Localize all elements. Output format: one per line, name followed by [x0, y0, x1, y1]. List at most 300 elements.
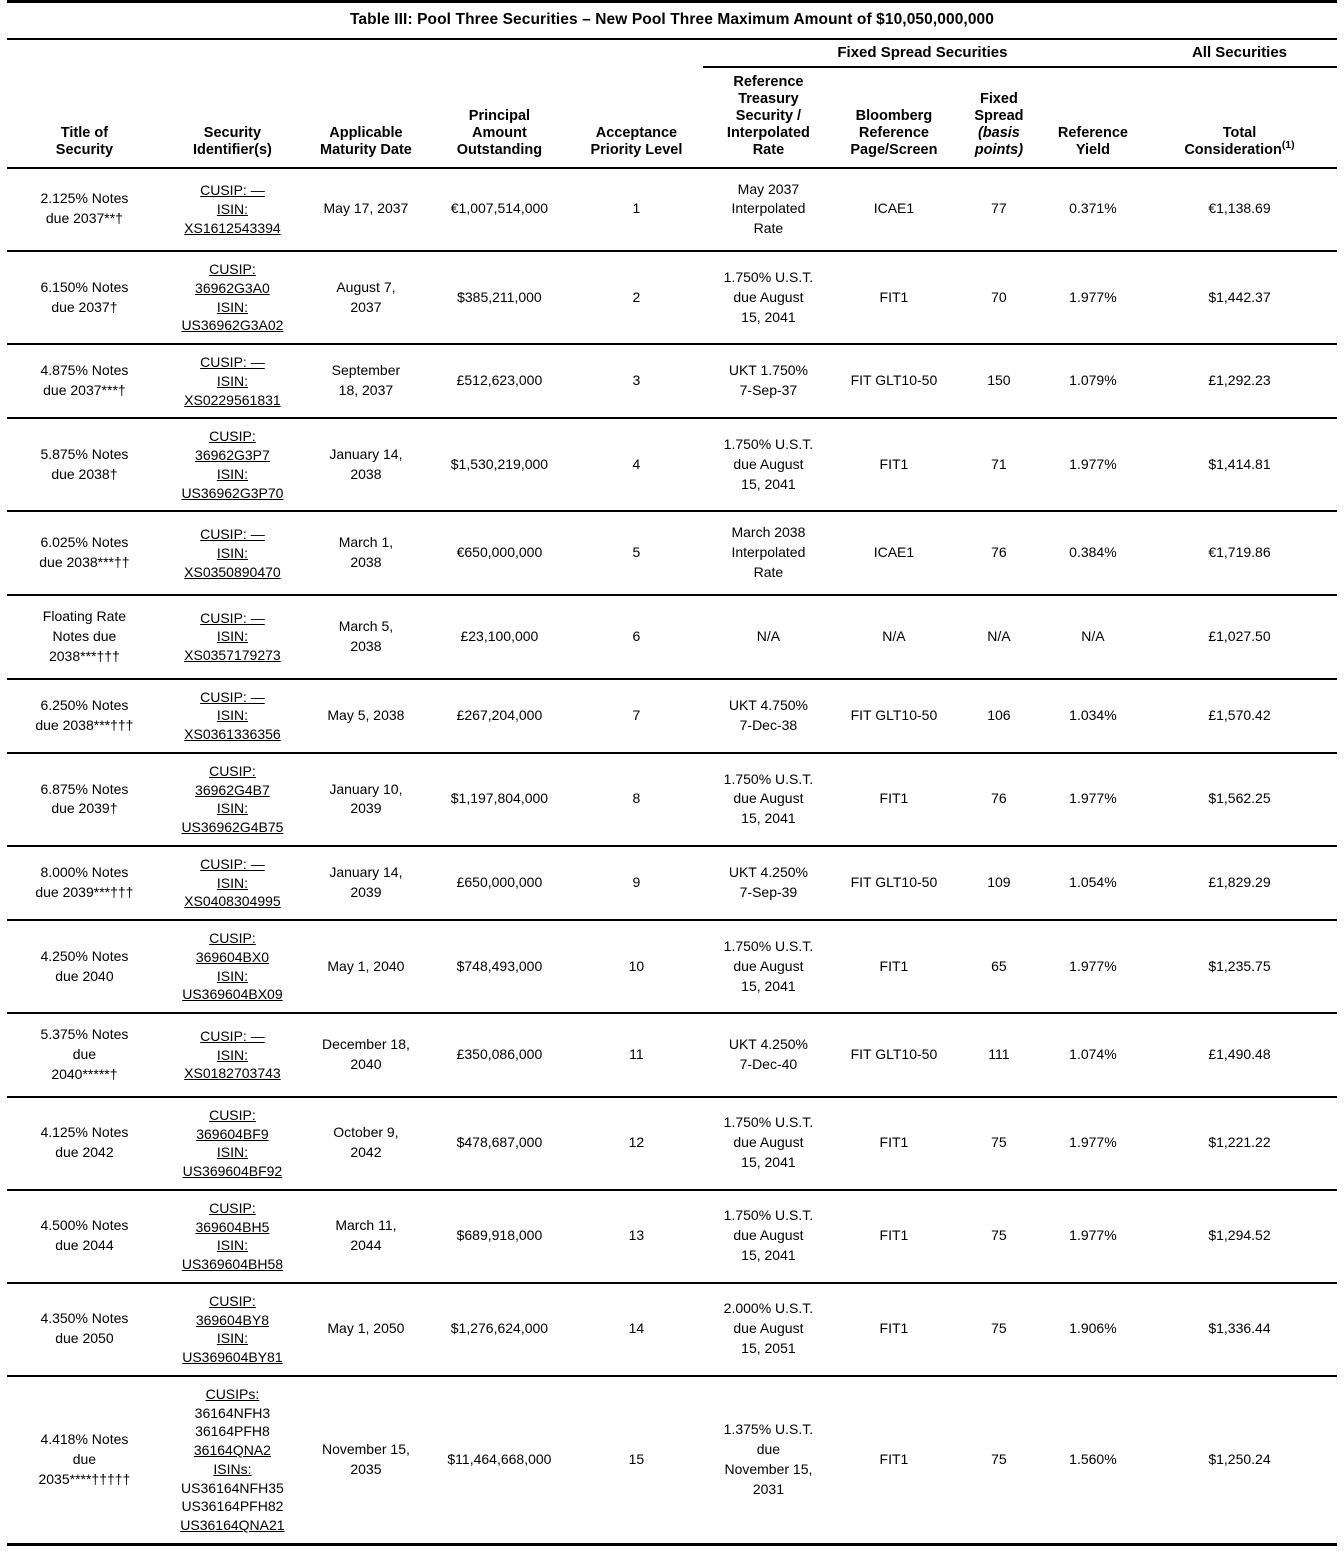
cell-applicable-maturity-date — [303, 595, 429, 679]
cusip-label: CUSIP: — [209, 428, 256, 445]
security-title-footnote-marks: ***††† — [80, 647, 120, 664]
reference-treasury-line1: March 2038 — [731, 524, 806, 541]
table-row — [7, 920, 1337, 1013]
cell-reference-yield: 1.034% — [1044, 679, 1142, 753]
maturity-date-line2: 2035 — [350, 1460, 382, 1477]
table-row — [7, 1376, 1337, 1545]
cell-bloomberg-reference-page: FIT1 — [834, 251, 954, 344]
reference-treasury-line2: Interpolated — [731, 544, 806, 561]
security-title-line2: due 2038***†† — [39, 554, 130, 571]
reference-treasury-line2: due August — [733, 957, 804, 974]
maturity-date-line2: 18, 2037 — [338, 382, 394, 399]
cell-fixed-spread: 106 — [954, 679, 1044, 753]
cell-fixed-spread: 75 — [954, 1190, 1044, 1283]
reference-treasury-line2: due August — [733, 790, 804, 807]
security-title-line1: 4.500% Notes — [40, 1217, 129, 1234]
cusip-value: 369604BX0 — [195, 948, 270, 965]
cell-reference-treasury-security — [703, 1097, 834, 1190]
isin-label: ISIN: — [216, 967, 248, 984]
reference-treasury-line1: UKT 1.750% — [728, 362, 808, 379]
security-title-line1: 6.875% Notes — [40, 780, 129, 797]
cell-principal-amount-outstanding: $385,211,000 — [429, 251, 570, 344]
isin-label: ISIN: — [216, 628, 248, 645]
group-header-fixed-spread-securities: Fixed Spread Securities — [703, 39, 1142, 67]
cell-security-identifiers — [162, 251, 303, 344]
table-row — [7, 1283, 1337, 1376]
security-title-footnote-marks: **† — [104, 210, 123, 227]
column-header-reference-treasury-security — [703, 67, 834, 168]
cell-reference-treasury-security — [703, 344, 834, 418]
col-total-line2: Consideration — [1184, 142, 1282, 159]
cell-security-identifiers — [162, 753, 303, 846]
reference-treasury-line1: 1.750% U.S.T. — [723, 937, 814, 954]
cell-fixed-spread: 71 — [954, 418, 1044, 511]
isin-label: ISINs: — [213, 1460, 252, 1477]
col-spread-line4: points) — [974, 142, 1024, 159]
maturity-date-line2: 2039 — [350, 800, 382, 817]
cell-bloomberg-reference-page: ICAE1 — [834, 168, 954, 252]
isin-value: XS0408304995 — [184, 893, 281, 910]
isin-value: US369604BX09 — [182, 986, 283, 1003]
column-header-acceptance-priority-level — [570, 67, 703, 168]
cell-reference-treasury-security — [703, 1190, 834, 1283]
cell-reference-yield: 1.977% — [1044, 1097, 1142, 1190]
cell-total-consideration: €1,719.86 — [1142, 511, 1337, 595]
security-title-line2: due 2037**† — [45, 210, 123, 227]
cell-total-consideration: $1,235.75 — [1142, 920, 1337, 1013]
cell-fixed-spread: 75 — [954, 1376, 1044, 1545]
cell-reference-yield: 1.074% — [1044, 1013, 1142, 1097]
cell-bloomberg-reference-page: FIT GLT10-50 — [834, 1013, 954, 1097]
cell-acceptance-priority-level: 2 — [570, 251, 703, 344]
col-reftreas-line2: Treasury — [738, 91, 799, 108]
col-maturity-line1: Applicable — [329, 125, 403, 142]
cell-principal-amount-outstanding: £650,000,000 — [429, 846, 570, 920]
col-bloomberg-line3: Page/Screen — [850, 142, 938, 159]
cell-applicable-maturity-date — [303, 753, 429, 846]
maturity-date-line1: August 7, — [336, 278, 396, 295]
col-spread-line3: (basis — [977, 125, 1020, 142]
reference-treasury-line1: UKT 4.250% — [728, 1036, 808, 1053]
security-title-footnote-marks: ***† — [101, 382, 126, 399]
cell-reference-treasury-security — [703, 595, 834, 679]
maturity-date-line2: 2040 — [350, 1055, 382, 1072]
cell-acceptance-priority-level: 15 — [570, 1376, 703, 1545]
isin-value: XS1612543394 — [184, 219, 281, 236]
security-title-footnote-marks: † — [109, 465, 118, 482]
security-title-line2: due 2038† — [51, 465, 118, 482]
table-row — [7, 1190, 1337, 1283]
col-spread-line2: Spread — [974, 108, 1024, 125]
reference-treasury-line1: 1.750% U.S.T. — [723, 1207, 814, 1224]
cell-total-consideration: $1,414.81 — [1142, 418, 1337, 511]
col-total-footnote-marker: (1) — [1281, 139, 1295, 152]
cell-acceptance-priority-level: 13 — [570, 1190, 703, 1283]
reference-treasury-line4: 2031 — [752, 1480, 784, 1497]
cell-title-of-security — [7, 344, 162, 418]
cusip-label: CUSIP: — [209, 930, 256, 947]
cell-reference-treasury-security — [703, 251, 834, 344]
security-title-line3: 2038***††† — [48, 647, 120, 664]
cell-acceptance-priority-level: 12 — [570, 1097, 703, 1190]
isin-value: US36962G4B75 — [181, 819, 284, 836]
cell-reference-yield: 1.906% — [1044, 1283, 1142, 1376]
reference-treasury-line1: 1.375% U.S.T. — [723, 1421, 814, 1438]
pool-three-securities-table — [7, 0, 1337, 1546]
cell-title-of-security — [7, 1097, 162, 1190]
reference-treasury-line3: 15, 2041 — [741, 810, 796, 827]
cusip-value: 36962G3P7 — [195, 447, 270, 464]
cell-principal-amount-outstanding: £350,086,000 — [429, 1013, 570, 1097]
col-reftreas-line1: Reference — [733, 74, 804, 90]
reference-treasury-line3: Rate — [753, 220, 784, 237]
cell-acceptance-priority-level: 14 — [570, 1283, 703, 1376]
cusip-label: CUSIP: — [209, 261, 256, 278]
reference-treasury-line2: due August — [733, 1320, 804, 1337]
isin-label: ISIN: — [216, 200, 248, 217]
security-title-line1: 4.125% Notes — [40, 1124, 129, 1141]
reference-treasury-line2: due August — [733, 455, 804, 472]
security-title-line1: 2.125% Notes — [40, 190, 129, 207]
cell-reference-treasury-security — [703, 1283, 834, 1376]
cusip-label: CUSIP: — — [200, 688, 265, 705]
cell-principal-amount-outstanding: $1,197,804,000 — [429, 753, 570, 846]
cell-total-consideration: £1,829.29 — [1142, 846, 1337, 920]
cell-total-consideration: £1,292.23 — [1142, 344, 1337, 418]
cell-applicable-maturity-date — [303, 1097, 429, 1190]
security-title-line1: 5.375% Notes — [40, 1026, 129, 1043]
security-title-line2: due 2039***††† — [35, 884, 134, 901]
group-header-spacer — [7, 39, 703, 67]
cell-reference-yield: 1.977% — [1044, 920, 1142, 1013]
maturity-date-line1: September — [331, 362, 401, 379]
security-title-footnote-marks: † — [109, 298, 118, 315]
maturity-date-line2: 2038 — [350, 637, 382, 654]
cell-security-identifiers — [162, 846, 303, 920]
isin-value: XS0229561831 — [184, 391, 281, 408]
cell-reference-treasury-security — [703, 418, 834, 511]
cell-acceptance-priority-level: 3 — [570, 344, 703, 418]
cell-applicable-maturity-date — [303, 1283, 429, 1376]
cusip-label: CUSIP: — — [200, 1027, 265, 1044]
table-row — [7, 846, 1337, 920]
security-title-line3: 2040*****† — [51, 1065, 118, 1082]
reference-treasury-line2: due — [756, 1440, 781, 1457]
cell-reference-treasury-security — [703, 920, 834, 1013]
group-header-all-securities: All Securities — [1142, 39, 1337, 67]
isin-label: ISIN: — [216, 1330, 248, 1347]
cell-bloomberg-reference-page: FIT1 — [834, 1376, 954, 1545]
reference-treasury-line2: Interpolated — [731, 200, 806, 217]
cell-principal-amount-outstanding: $478,687,000 — [429, 1097, 570, 1190]
maturity-date-line1: March 11, — [335, 1217, 397, 1234]
maturity-date-line2: 2039 — [350, 884, 382, 901]
cell-total-consideration: £1,570.42 — [1142, 679, 1337, 753]
cell-fixed-spread: 75 — [954, 1283, 1044, 1376]
cell-total-consideration: £1,490.48 — [1142, 1013, 1337, 1097]
cusip-value: 36164NFH3 — [194, 1404, 271, 1421]
cell-acceptance-priority-level: 7 — [570, 679, 703, 753]
cell-principal-amount-outstanding: €1,007,514,000 — [429, 168, 570, 252]
security-title-line1: 6.025% Notes — [40, 534, 129, 551]
cell-bloomberg-reference-page: ICAE1 — [834, 511, 954, 595]
security-title-line2: due 2042 — [55, 1144, 114, 1161]
cell-fixed-spread: 76 — [954, 753, 1044, 846]
cusip-value: 369604BY8 — [195, 1311, 270, 1328]
col-reftreas-line4: Interpolated — [726, 125, 810, 142]
cell-security-identifiers — [162, 511, 303, 595]
cell-security-identifiers — [162, 1283, 303, 1376]
cell-reference-yield: 1.054% — [1044, 846, 1142, 920]
cell-reference-treasury-security — [703, 1376, 834, 1545]
reference-treasury-line3: 15, 2041 — [741, 1247, 796, 1264]
col-priority-line2: Priority Level — [590, 142, 683, 159]
cusip-label: CUSIP: — — [200, 609, 265, 626]
reference-treasury-line3: 15, 2041 — [741, 1154, 796, 1171]
column-header-bloomberg-reference-page-screen — [834, 67, 954, 168]
cell-security-identifiers — [162, 679, 303, 753]
isin-value: US36962G3P70 — [181, 484, 284, 501]
security-title-footnote-marks: ***††† — [93, 884, 134, 901]
cell-reference-treasury-security — [703, 168, 834, 252]
isin-label: ISIN: — [216, 874, 248, 891]
cell-title-of-security — [7, 595, 162, 679]
col-total-line1: Total — [1222, 125, 1257, 142]
cell-fixed-spread: 109 — [954, 846, 1044, 920]
isin-value: US369604BH58 — [181, 1256, 284, 1273]
cell-security-identifiers — [162, 595, 303, 679]
table-row — [7, 1097, 1337, 1190]
table-row — [7, 418, 1337, 511]
security-title-line1: 4.418% Notes — [40, 1430, 129, 1447]
cell-bloomberg-reference-page: FIT GLT10-50 — [834, 344, 954, 418]
isin-label: ISIN: — [216, 1237, 248, 1254]
maturity-date-line1: January 10, — [329, 780, 403, 797]
security-title-line2: due — [72, 1046, 97, 1063]
cell-reference-yield: 1.977% — [1044, 251, 1142, 344]
isin-label: ISIN: — [216, 544, 248, 561]
column-header-row — [7, 67, 1337, 168]
column-header-title-of-security — [7, 67, 162, 168]
cell-total-consideration: £1,027.50 — [1142, 595, 1337, 679]
cell-reference-yield: N/A — [1044, 595, 1142, 679]
reference-treasury-line1: 1.750% U.S.T. — [723, 770, 814, 787]
cell-title-of-security — [7, 846, 162, 920]
cell-reference-treasury-security — [703, 753, 834, 846]
column-header-total-consideration — [1142, 67, 1337, 168]
cell-security-identifiers — [162, 1376, 303, 1545]
cell-title-of-security — [7, 1376, 162, 1545]
isin-value: US36164NFH35 — [181, 1479, 284, 1496]
isin-value: XS0361336356 — [184, 726, 281, 743]
isin-value: US36962G3A02 — [181, 317, 284, 334]
col-ident-line2: Identifier(s) — [192, 142, 272, 159]
cell-applicable-maturity-date — [303, 1190, 429, 1283]
isin-label: ISIN: — [216, 465, 248, 482]
cell-total-consideration: $1,442.37 — [1142, 251, 1337, 344]
col-principal-line1: Principal — [468, 108, 531, 125]
maturity-date-line1: January 14, — [329, 864, 403, 881]
maturity-date-line1: January 14, — [329, 446, 403, 463]
reference-treasury-line3: 15, 2041 — [741, 475, 796, 492]
cell-applicable-maturity-date — [303, 1013, 429, 1097]
cusip-label: CUSIP: — — [200, 354, 265, 371]
isin-label: ISIN: — [216, 372, 248, 389]
cell-reference-treasury-security — [703, 846, 834, 920]
reference-treasury-line2: 7-Dec-38 — [739, 716, 798, 733]
cell-principal-amount-outstanding: £512,623,000 — [429, 344, 570, 418]
reference-treasury-line3: November 15, — [724, 1460, 813, 1477]
cell-total-consideration: €1,138.69 — [1142, 168, 1337, 252]
cell-acceptance-priority-level: 8 — [570, 753, 703, 846]
column-header-reference-yield — [1044, 67, 1142, 168]
cusip-value: 36962G3A0 — [195, 279, 270, 296]
col-priority-line1: Acceptance — [595, 125, 678, 142]
cell-principal-amount-outstanding: $748,493,000 — [429, 920, 570, 1013]
cell-total-consideration: $1,336.44 — [1142, 1283, 1337, 1376]
maturity-date-line1: May 1, 2040 — [327, 957, 405, 974]
maturity-date-line1: November 15, — [321, 1440, 410, 1457]
cell-title-of-security — [7, 511, 162, 595]
maturity-date-line2: 2038 — [350, 554, 382, 571]
page-title: Table III: Pool Three Securities – New Pool Three Maximum Amount of $10,050,000,000 — [7, 2, 1337, 40]
cell-principal-amount-outstanding: £267,204,000 — [429, 679, 570, 753]
security-title-line3: 2035****††††† — [38, 1470, 131, 1487]
col-ident-line1: Security — [203, 125, 262, 142]
cell-applicable-maturity-date — [303, 679, 429, 753]
maturity-date-line1: December 18, — [321, 1036, 410, 1053]
cell-acceptance-priority-level: 4 — [570, 418, 703, 511]
cell-security-identifiers — [162, 920, 303, 1013]
cell-principal-amount-outstanding: £23,100,000 — [429, 595, 570, 679]
reference-treasury-line2: due August — [733, 1227, 804, 1244]
cell-applicable-maturity-date — [303, 251, 429, 344]
cell-reference-yield: 1.977% — [1044, 1190, 1142, 1283]
cell-applicable-maturity-date — [303, 1376, 429, 1545]
isin-label: ISIN: — [216, 1144, 248, 1161]
cell-acceptance-priority-level: 11 — [570, 1013, 703, 1097]
reference-treasury-line1: 1.750% U.S.T. — [723, 268, 814, 285]
col-reftreas-line3: Security / — [735, 108, 802, 125]
isin-value: US36164PFH82 — [181, 1498, 284, 1515]
isin-value: XS0350890470 — [184, 563, 281, 580]
cell-bloomberg-reference-page: FIT1 — [834, 753, 954, 846]
cusip-label: CUSIP: — [209, 1106, 256, 1123]
cell-title-of-security — [7, 753, 162, 846]
security-title-footnote-marks: ****††††† — [69, 1470, 131, 1487]
maturity-date-line1: May 5, 2038 — [327, 706, 405, 723]
cell-applicable-maturity-date — [303, 344, 429, 418]
table-row — [7, 1013, 1337, 1097]
security-title-line2: due 2040 — [55, 967, 114, 984]
reference-treasury-line1: 2.000% U.S.T. — [723, 1300, 814, 1317]
cell-fixed-spread: N/A — [954, 595, 1044, 679]
security-title-line1: 4.250% Notes — [40, 947, 129, 964]
maturity-date-line2: 2042 — [350, 1144, 382, 1161]
cell-reference-yield: 1.079% — [1044, 344, 1142, 418]
cusip-label: CUSIP: — [209, 1292, 256, 1309]
col-spread-line1: Fixed — [979, 91, 1018, 108]
cell-total-consideration: $1,250.24 — [1142, 1376, 1337, 1545]
cell-total-consideration: $1,221.22 — [1142, 1097, 1337, 1190]
cell-reference-yield: 1.977% — [1044, 418, 1142, 511]
maturity-date-line2: 2037 — [350, 298, 382, 315]
cell-fixed-spread: 75 — [954, 1097, 1044, 1190]
cell-bloomberg-reference-page: FIT1 — [834, 1190, 954, 1283]
column-header-fixed-spread — [954, 67, 1044, 168]
cell-fixed-spread: 150 — [954, 344, 1044, 418]
reference-treasury-line3: 15, 2041 — [741, 308, 796, 325]
maturity-date-line1: March 5, — [338, 617, 394, 634]
cusip-value: 36962G4B7 — [195, 781, 270, 798]
cell-title-of-security — [7, 1283, 162, 1376]
cell-security-identifiers — [162, 344, 303, 418]
cell-security-identifiers — [162, 168, 303, 252]
cell-principal-amount-outstanding: €650,000,000 — [429, 511, 570, 595]
cell-principal-amount-outstanding: $1,530,219,000 — [429, 418, 570, 511]
cell-security-identifiers — [162, 418, 303, 511]
cell-bloomberg-reference-page: FIT1 — [834, 418, 954, 511]
cusip-label: CUSIP: — — [200, 526, 265, 543]
security-title-line1: 5.875% Notes — [40, 446, 129, 463]
cell-principal-amount-outstanding: $11,464,668,000 — [429, 1376, 570, 1545]
cell-total-consideration: $1,562.25 — [1142, 753, 1337, 846]
maturity-date-line1: May 17, 2037 — [323, 200, 409, 217]
security-title-line2: due 2039† — [51, 800, 118, 817]
cusip-value: 369604BH5 — [195, 1218, 270, 1235]
column-header-security-identifiers — [162, 67, 303, 168]
cell-fixed-spread: 70 — [954, 251, 1044, 344]
cell-acceptance-priority-level: 6 — [570, 595, 703, 679]
table-row — [7, 595, 1337, 679]
cell-reference-yield: 0.371% — [1044, 168, 1142, 252]
isin-label: ISIN: — [216, 298, 248, 315]
security-title-line1: 4.350% Notes — [40, 1310, 129, 1327]
cell-title-of-security — [7, 679, 162, 753]
reference-treasury-line3: 15, 2041 — [741, 977, 796, 994]
cell-bloomberg-reference-page: N/A — [834, 595, 954, 679]
cell-principal-amount-outstanding: $689,918,000 — [429, 1190, 570, 1283]
security-title-line1: Floating Rate — [42, 608, 127, 625]
cell-bloomberg-reference-page: FIT1 — [834, 1283, 954, 1376]
cell-reference-yield: 0.384% — [1044, 511, 1142, 595]
cell-principal-amount-outstanding: $1,276,624,000 — [429, 1283, 570, 1376]
cell-applicable-maturity-date — [303, 418, 429, 511]
table-row — [7, 168, 1337, 252]
security-title-line1: 4.875% Notes — [40, 362, 129, 379]
cell-reference-treasury-security — [703, 1013, 834, 1097]
table-row — [7, 511, 1337, 595]
cell-security-identifiers — [162, 1013, 303, 1097]
cell-title-of-security — [7, 251, 162, 344]
cell-reference-treasury-security — [703, 511, 834, 595]
col-principal-line2: Amount — [472, 125, 527, 142]
cell-fixed-spread: 65 — [954, 920, 1044, 1013]
table-row — [7, 679, 1337, 753]
cell-total-consideration: $1,294.52 — [1142, 1190, 1337, 1283]
cell-acceptance-priority-level: 9 — [570, 846, 703, 920]
col-reftreas-line5: Rate — [752, 142, 785, 159]
maturity-date-line2: 2038 — [350, 465, 382, 482]
security-title-footnote-marks: ***†† — [97, 554, 130, 571]
reference-treasury-line1: May 2037 — [737, 180, 800, 197]
security-title-line2: due 2038***††† — [35, 716, 134, 733]
group-header-row — [7, 39, 1337, 67]
isin-value: US36164QNA21 — [180, 1517, 285, 1534]
cell-applicable-maturity-date — [303, 846, 429, 920]
cell-bloomberg-reference-page: FIT GLT10-50 — [834, 846, 954, 920]
col-principal-line3: Outstanding — [456, 142, 543, 159]
